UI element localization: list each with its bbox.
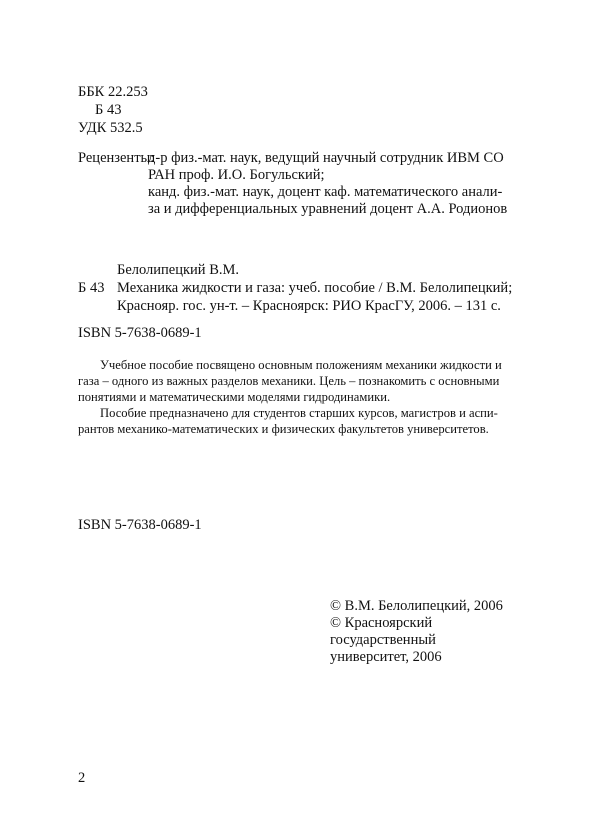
page-number: 2 bbox=[78, 770, 86, 786]
annotation-line: Пособие предназначено для студентов старших курсов, магистров и аспи- bbox=[100, 406, 498, 420]
bibliography-line: Краснояр. гос. ун-т. – Красноярск: РИО КрасГУ, 2006. – 131 с. bbox=[117, 298, 501, 314]
copyright-block bbox=[330, 598, 503, 666]
isbn-bottom: ISBN 5-7638-0689-1 bbox=[78, 517, 202, 533]
copyright-line: государственный bbox=[330, 632, 436, 648]
reviewer-line: канд. физ.-мат. наук, доцент каф. математического анали- bbox=[148, 184, 503, 200]
reviewers-lines bbox=[148, 150, 588, 218]
udk-code: УДК 532.5 bbox=[78, 120, 143, 136]
author-mark: Б 43 bbox=[78, 280, 105, 296]
author-mark-header: Б 43 bbox=[95, 102, 122, 118]
reviewer-line: за и дифференциальных уравнений доцент А.А. Родионов bbox=[148, 201, 508, 217]
reviewers-label: Рецензенты: bbox=[78, 150, 155, 166]
annotation-line: газа – одного из важных разделов механики. Цель – познакомить с основными bbox=[78, 374, 500, 388]
bibliography-line: Механика жидкости и газа: учеб. пособие / В.М. Белолипецкий; bbox=[117, 280, 513, 296]
annotation-line: рантов механико-математических и физических факультетов университетов. bbox=[78, 422, 489, 436]
isbn-top: ISBN 5-7638-0689-1 bbox=[78, 325, 202, 341]
book-author: Белолипецкий В.М. bbox=[117, 262, 240, 278]
copyright-line: © В.М. Белолипецкий, 2006 bbox=[330, 598, 503, 614]
copyright-line: © Красноярский bbox=[330, 615, 433, 631]
reviewer-line: д-р физ.-мат. наук, ведущий научный сотрудник ИВМ СО bbox=[148, 150, 504, 166]
annotation-line: понятиями и математическими моделями гидродинамики. bbox=[78, 390, 391, 404]
annotation bbox=[78, 357, 538, 437]
copyright-line: университет, 2006 bbox=[330, 649, 442, 665]
bbk-code: ББК 22.253 bbox=[78, 84, 148, 100]
annotation-line: Учебное пособие посвящено основным положениям механики жидкости и bbox=[100, 358, 502, 372]
reviewer-line: РАН проф. И.О. Богульский; bbox=[148, 167, 325, 183]
